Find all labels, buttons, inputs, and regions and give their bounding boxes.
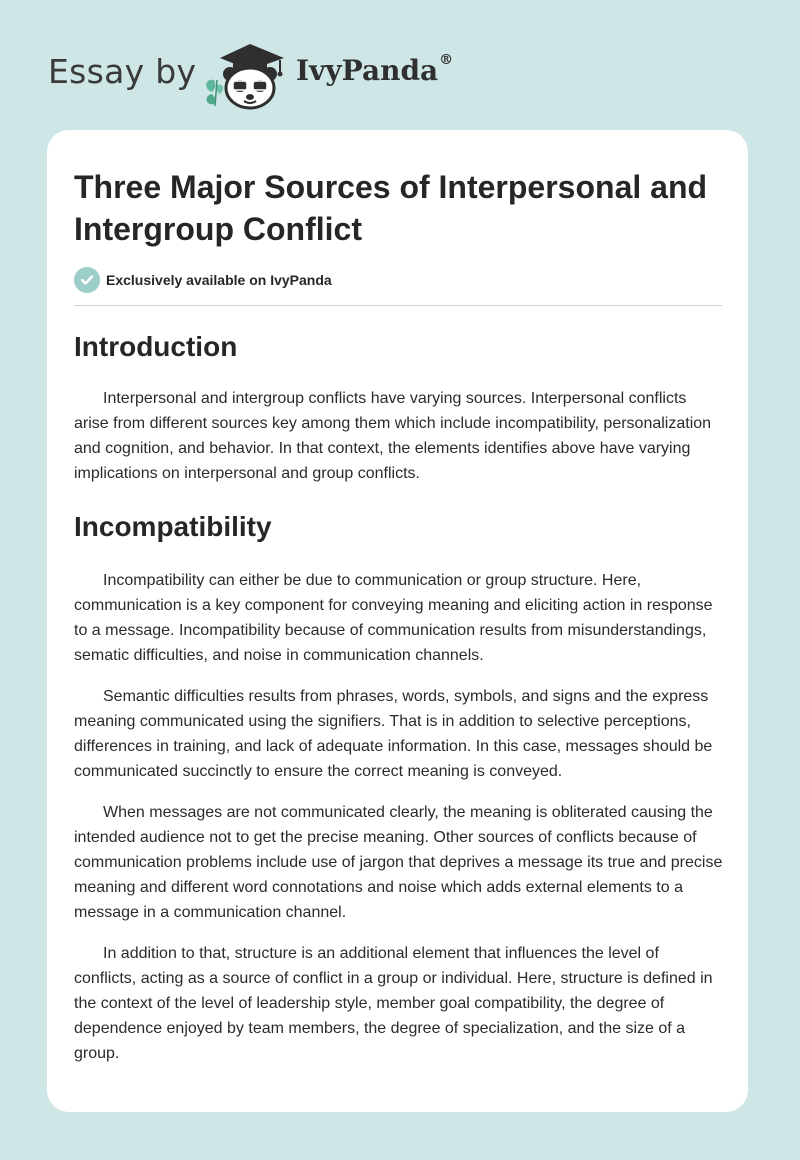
paragraph: When messages are not communicated clearly, the meaning is obliterated causing the intended audience not to get the precise meaning. Other sources of conflicts because of communication problems include use of jargon that deprives a message its true and precise meaning and different word connotations and noise which adds external elements to a message in a communication channel. xyxy=(74,804,723,921)
essay-by-label: Essay by xyxy=(48,52,197,91)
paragraph: Interpersonal and intergroup conflicts have varying sources. Interpersonal conflicts arise from different sources key among them which include incompatibility, personalization and cognition, and behavior. In that context, the elements identifies above have varying implications on interpersonal and group conflicts. xyxy=(74,390,712,482)
exclusive-badge xyxy=(74,267,721,293)
panda-logo-icon[interactable] xyxy=(200,36,292,110)
section-heading-incompatibility: Incompatibility xyxy=(74,511,272,542)
divider xyxy=(74,305,722,306)
brand-text: IvyPanda xyxy=(296,54,439,87)
section-heading-introduction: Introduction xyxy=(74,331,238,362)
paragraph: Semantic difficulties results from phrases, words, symbols, and signs and the express meaning communicated using the signifiers. That is in addition to selective perceptions, differences in training, and lack of adequate information. In this case, messages should be communicated succinctly to ensure the correct meaning is conveyed. xyxy=(74,688,713,780)
paragraph: Incompatibility can either be due to communication or group structure. Here, communication is a key component for conveying meaning and eliciting action in response to a message. Incompatibility because of communication results from misunderstandings, sematic difficulties, and noise in communication channels. xyxy=(74,572,713,664)
paragraph: In addition to that, structure is an additional element that influences the level of conflicts, acting as a source of conflict in a group or individual. Here, structure is defined in the context of the level of leadership style, member goal compatibility, the degree of dependence enjoyed by team members, the degree of specialization, and the size of a group. xyxy=(74,945,713,1062)
ivy-leaf-icon xyxy=(206,80,223,106)
site-header xyxy=(0,0,800,130)
essay-card xyxy=(47,130,748,1112)
page-title: Three Major Sources of Interpersonal and Intergroup Conflict xyxy=(74,169,708,247)
check-icon xyxy=(74,267,100,293)
brand-name[interactable] xyxy=(296,54,453,87)
exclusive-badge-label: Exclusively available on IvyPanda xyxy=(106,272,332,288)
registered-mark: ® xyxy=(439,52,454,68)
